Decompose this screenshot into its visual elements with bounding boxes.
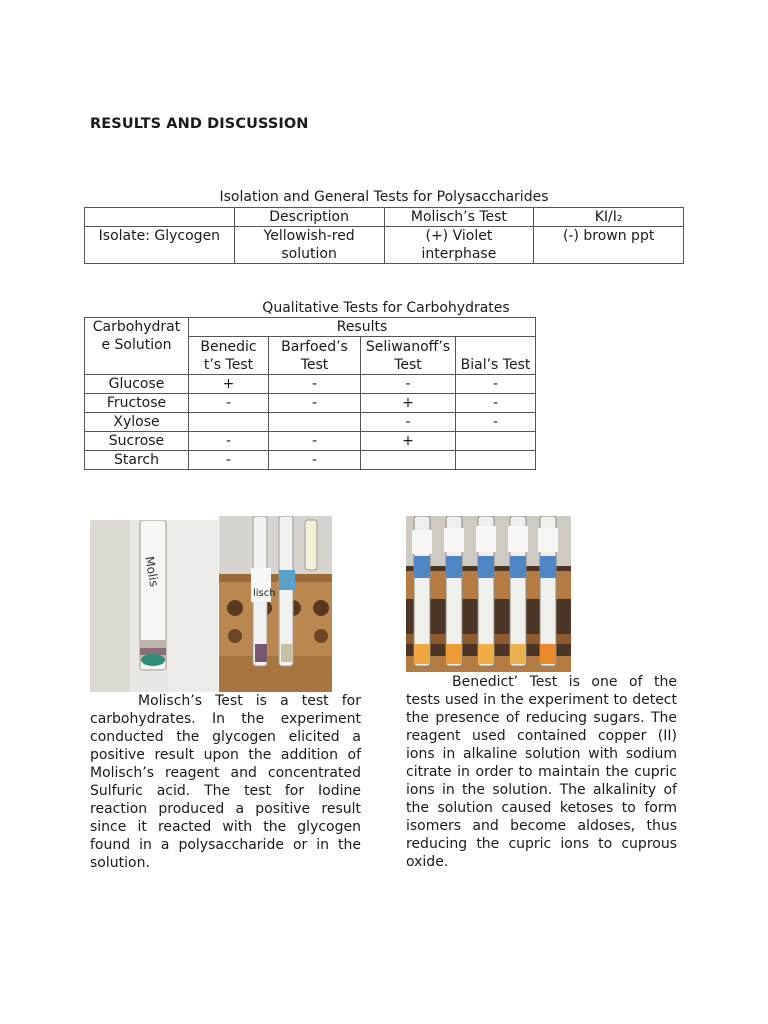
result-cell: - [456, 375, 536, 394]
result-cell: - [269, 394, 361, 413]
result-cell: - [189, 451, 269, 470]
tube-label-text: Molis [142, 555, 162, 588]
result-cell: + [361, 394, 456, 413]
sugar-cell: Glucose [85, 375, 189, 394]
molisch-rack-photo [219, 516, 332, 692]
result-cell [456, 451, 536, 470]
table-row [85, 227, 684, 264]
result-cell: - [361, 413, 456, 432]
table-header-cell [85, 208, 235, 227]
table-row [85, 375, 536, 394]
test-header-cell: Barfoed’s Test [269, 337, 361, 375]
table1-caption: Isolation and General Tests for Polysaccharides [219, 189, 549, 205]
table-cell: Isolate: Glycogen [85, 227, 235, 264]
result-cell [269, 413, 361, 432]
result-cell: - [189, 394, 269, 413]
table-header-row [85, 318, 536, 337]
test-header-cell: Bial’s Test [456, 337, 536, 375]
table-row [85, 413, 536, 432]
table-row [85, 394, 536, 413]
sugar-cell: Sucrose [85, 432, 189, 451]
table-header-cell: Molisch’s Test [384, 208, 534, 227]
result-cell: - [269, 451, 361, 470]
sugar-cell: Fructose [85, 394, 189, 413]
result-cell [189, 413, 269, 432]
row-header-cell: Carbohydrate Solution [85, 318, 189, 375]
molisch-paragraph: Molisch’s Test is a test for carbohydrates. In the experiment conducted the glycogen elicited a positive result upon the addition of Molisch’s reagent and concentrated Sulfuric acid. The test for Iodine reaction produced a positive result since it reacted with the glycogen found in a polysaccharide or in the solution. [90, 693, 361, 871]
test-header-cell: Benedict’s Test [189, 337, 269, 375]
section-heading: RESULTS AND DISCUSSION [90, 116, 309, 132]
test-header-cell: Seliwanoff’s Test [361, 337, 456, 375]
result-cell: - [269, 375, 361, 394]
result-cell: - [456, 394, 536, 413]
result-cell: + [189, 375, 269, 394]
carbohydrate-table [84, 317, 536, 470]
table-header-row [85, 208, 684, 227]
result-cell: - [361, 375, 456, 394]
table2-caption: Qualitative Tests for Carbohydrates [262, 300, 510, 316]
results-header-cell: Results [189, 318, 536, 337]
benedict-paragraph: Benedict’ Test is one of the tests used in the experiment to detect the presence of reducing sugars. The reagent used contained copper (II) ions in alkaline solution with sodium citrate in order to maintain the cupric ions in the solution. The alkalinity of the solution caused ketoses to form isomers and become aldoses, thus reducing the cupric ions to cuprous oxide. [406, 674, 677, 870]
sugar-cell: Starch [85, 451, 189, 470]
benedict-rack-photo [406, 516, 571, 672]
table-row [85, 432, 536, 451]
sugar-cell: Xylose [85, 413, 189, 432]
molisch-tube-photo [90, 520, 218, 692]
result-cell: + [361, 432, 456, 451]
table-header-cell: Description [234, 208, 384, 227]
result-cell [456, 432, 536, 451]
result-cell: - [269, 432, 361, 451]
result-cell [361, 451, 456, 470]
rack-label-text: lisch [253, 588, 276, 599]
table-cell: (-) brown ppt [534, 227, 684, 264]
table-cell: (+) Violet interphase [384, 227, 534, 264]
result-cell: - [189, 432, 269, 451]
table-header-cell: KI/I₂ [534, 208, 684, 227]
result-cell: - [456, 413, 536, 432]
table-cell: Yellowish-red solution [234, 227, 384, 264]
polysaccharide-table [84, 207, 684, 264]
table-row [85, 451, 536, 470]
